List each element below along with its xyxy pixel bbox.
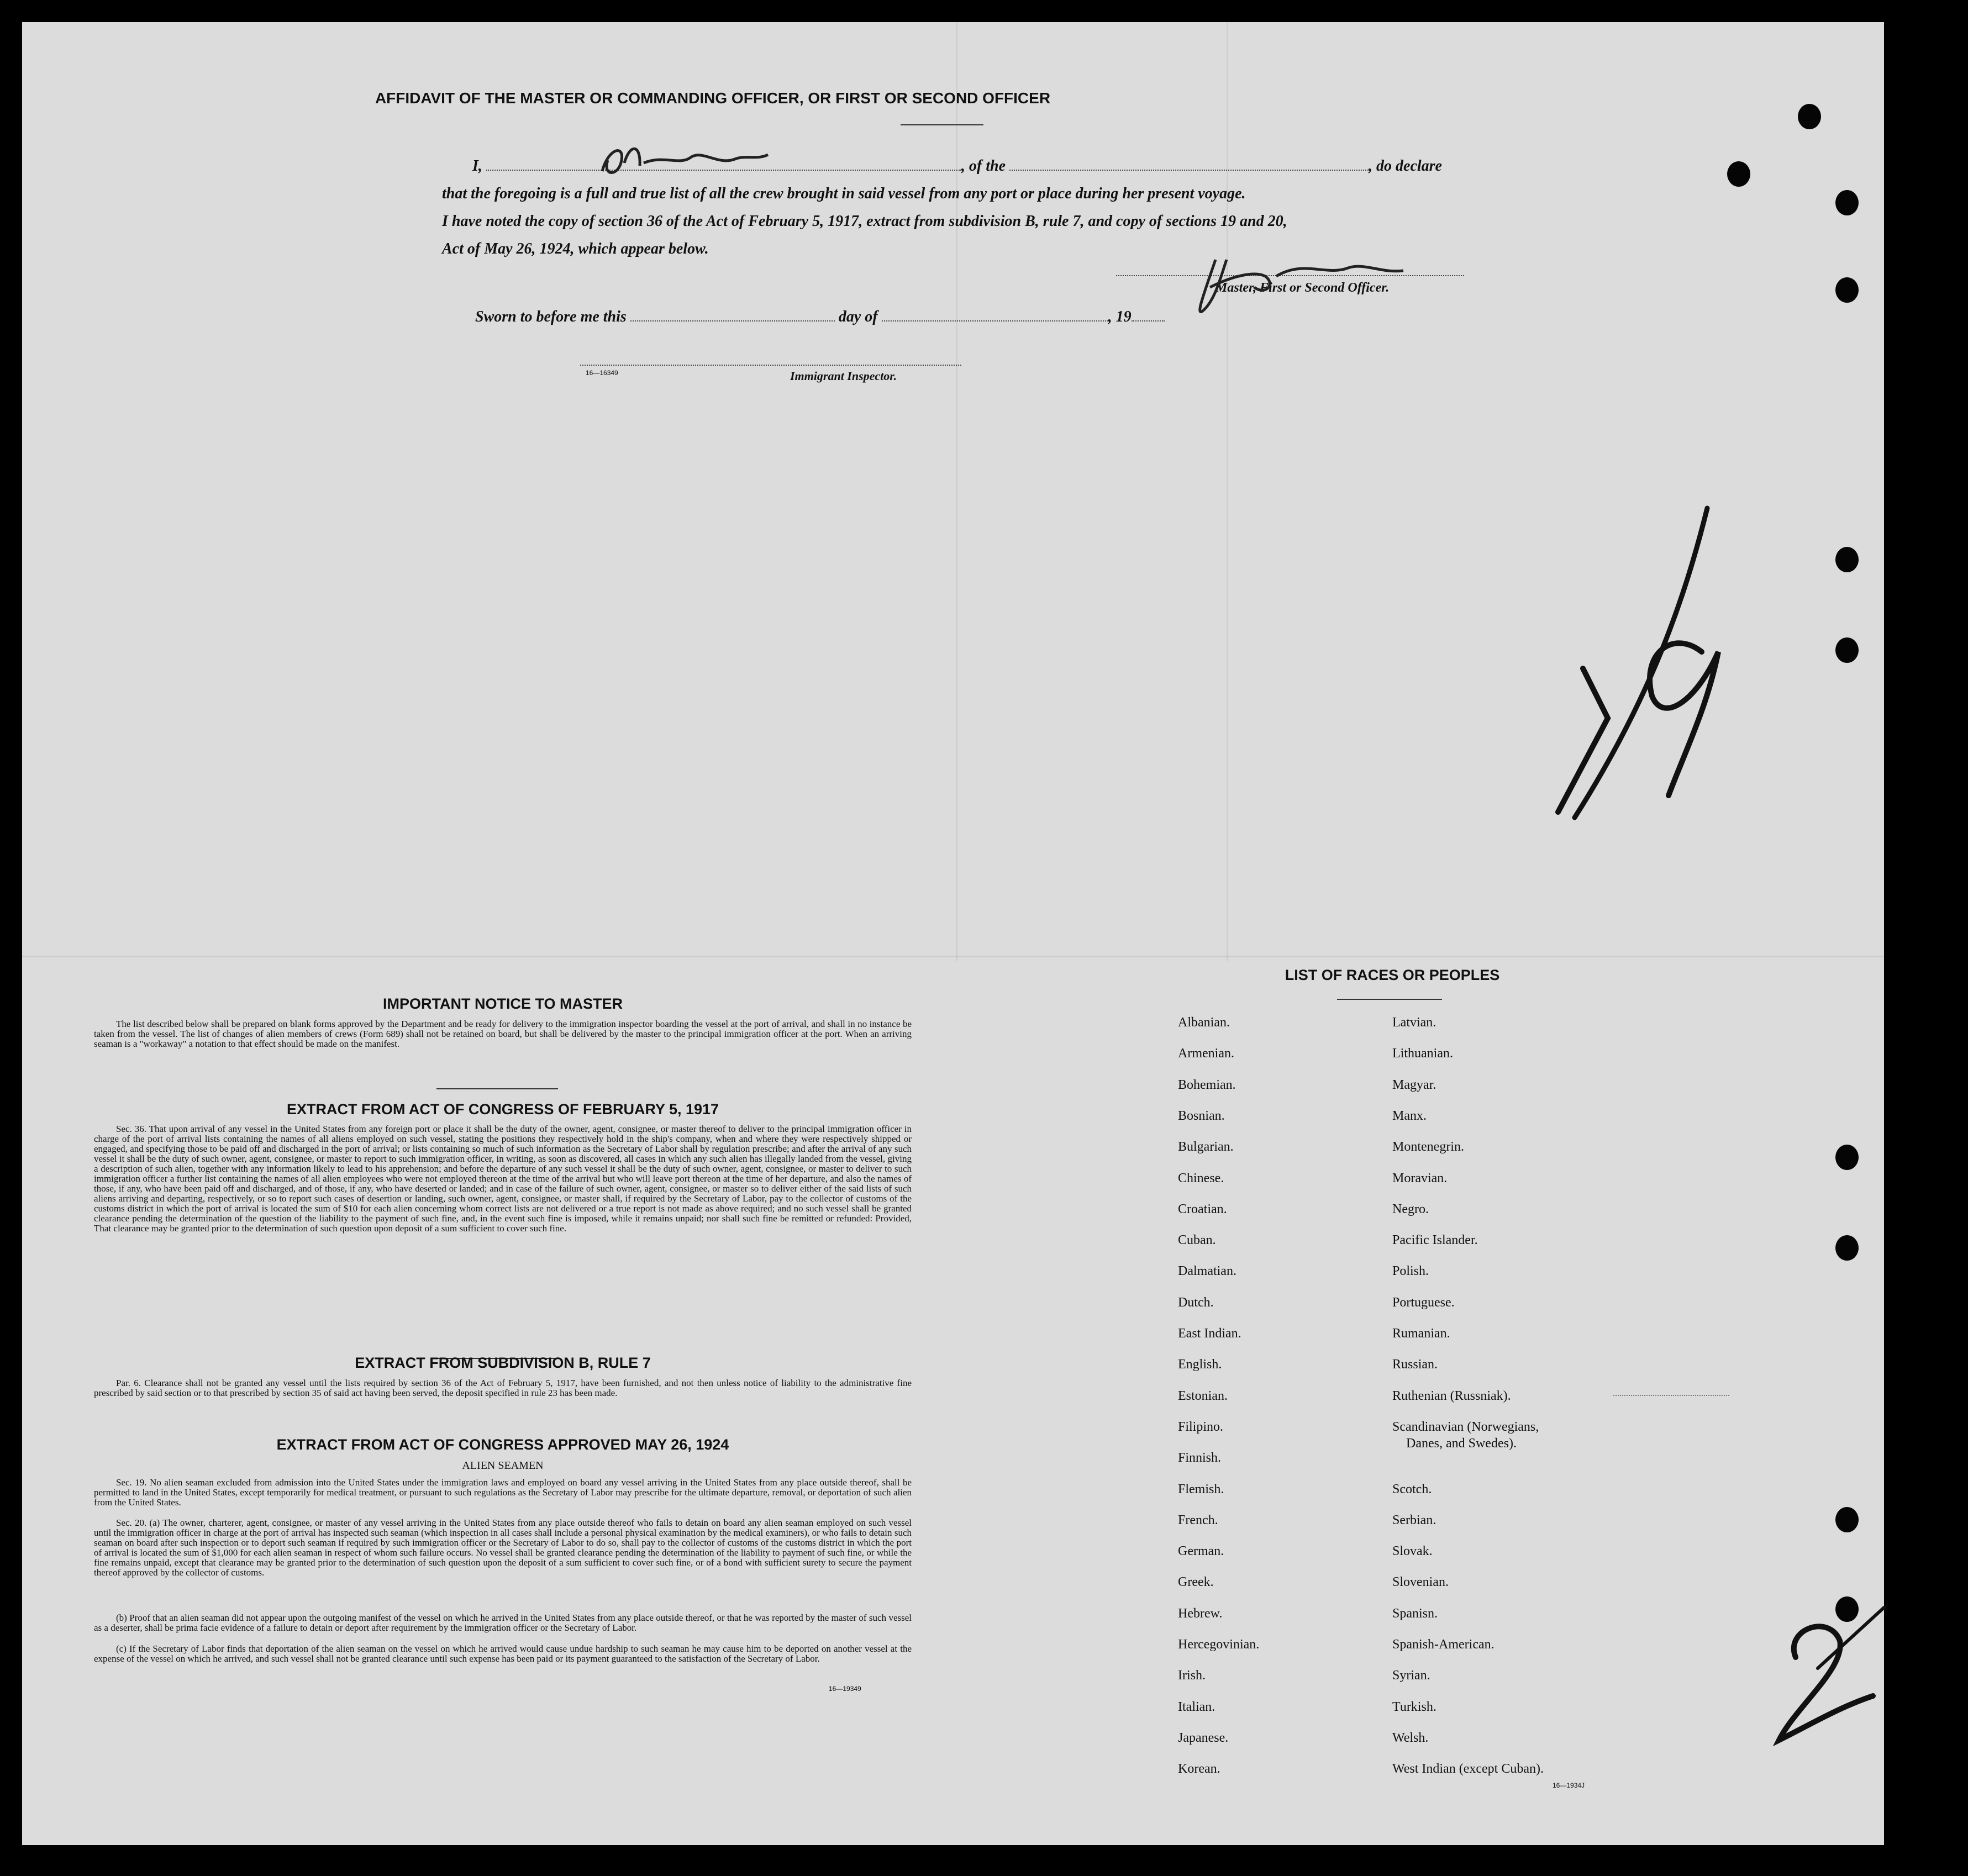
- race-item: Rumanian.: [1392, 1326, 1450, 1341]
- race-item: Moravian.: [1392, 1171, 1448, 1185]
- inspector-caption: Immigrant Inspector.: [790, 369, 897, 383]
- race-item: Slovenian.: [1392, 1575, 1449, 1590]
- race-item: Ruthenian (Russniak).: [1392, 1388, 1511, 1403]
- race-item: English.: [1178, 1357, 1222, 1372]
- handwritten-page-number: [1762, 1596, 1895, 1762]
- notice-title: IMPORTANT NOTICE TO MASTER: [383, 995, 623, 1012]
- punch-hole: [1727, 161, 1750, 187]
- race-item: Chinese.: [1178, 1171, 1224, 1185]
- handwritten-signature-top: [591, 138, 773, 182]
- race-item: Turkish.: [1392, 1699, 1436, 1714]
- form-number-small: 16—16349: [586, 369, 618, 377]
- race-item: Japanese.: [1178, 1730, 1229, 1745]
- signature-caption: Master, First or Second Officer.: [1215, 281, 1390, 295]
- race-item: Dalmatian.: [1178, 1264, 1236, 1279]
- inspector-line: [580, 365, 961, 366]
- race-item: Manx.: [1392, 1108, 1427, 1123]
- race-item: Portuguese.: [1392, 1295, 1455, 1310]
- race-item: Polish.: [1392, 1264, 1429, 1279]
- extract-1924-title: EXTRACT FROM ACT OF CONGRESS APPROVED MAY 26, 1924: [276, 1436, 729, 1453]
- race-item: Italian.: [1178, 1699, 1215, 1714]
- divider: [901, 124, 983, 125]
- of-the-label: , of the: [961, 157, 1006, 175]
- extract-1917-title: EXTRACT FROM ACT OF CONGRESS OF FEBRUARY 5, 1917: [286, 1101, 719, 1118]
- race-item: Spanish-American.: [1392, 1637, 1495, 1652]
- race-item: Danes, and Swedes).: [1406, 1436, 1517, 1451]
- race-item: Spanisn.: [1392, 1606, 1438, 1621]
- punch-hole: [1835, 1507, 1859, 1532]
- race-item: Scandinavian (Norwegians,: [1392, 1419, 1539, 1434]
- alien-seamen-subtitle: ALIEN SEAMEN: [462, 1459, 544, 1472]
- race-item: Filipino.: [1178, 1419, 1224, 1434]
- race-item: Syrian.: [1392, 1668, 1430, 1683]
- form-sheet: [22, 22, 1884, 1845]
- fold-line: [22, 956, 1884, 957]
- race-item: Armenian.: [1178, 1046, 1234, 1061]
- punch-hole: [1835, 277, 1859, 303]
- affidavit-line-2: that the foregoing is a full and true list of all the crew brought in said vessel from any port or place during her present voyage.: [442, 185, 1246, 202]
- divider: [1337, 999, 1442, 1000]
- day-of-label: day of: [838, 308, 878, 325]
- races-form-number: 16—1934J: [1553, 1782, 1585, 1789]
- race-item: Pacific Islander.: [1392, 1233, 1478, 1248]
- races-title: LIST OF RACES OR PEOPLES: [1285, 967, 1500, 983]
- handwritten-fraction-mark: [1541, 486, 1774, 840]
- notice-body: The list described below shall be prepared on blank forms approved by the Department and be ready for delivery to the immigration inspector boarding the vessel at the port of arrival, and shall in no instance be taken from the vessel. The list of changes of alien members of crews (Form 689) shall not be retained on board, but shall be delivered by the master to the principal immigration officer at the port. When an arriving seaman is a "workaway" a notation to that effect should be made on the manifest.: [94, 1019, 912, 1049]
- race-item: Greek.: [1178, 1575, 1214, 1590]
- race-item: Finnish.: [1178, 1451, 1222, 1466]
- extract-rule7-title: EXTRACT FROM SUBDIVISION B, RULE 7: [355, 1355, 651, 1371]
- punch-hole: [1835, 637, 1859, 663]
- punch-hole: [1835, 190, 1859, 215]
- handwritten-signature-bottom: [1182, 243, 1414, 337]
- day-blank: [630, 320, 835, 322]
- race-item: Bulgarian.: [1178, 1140, 1234, 1155]
- race-item: Negro.: [1392, 1202, 1429, 1216]
- race-item: German.: [1178, 1544, 1224, 1559]
- punch-hole: [1835, 1145, 1859, 1170]
- faint-line: [1613, 1395, 1729, 1396]
- section-20c: (c) If the Secretary of Labor finds that deportation of the alien seaman on the vessel on which he arrived would cause undue hardship to such seaman he may cause him to be deported on another vessel at the expense of the vessel on which he arrived, and such vessel shall not be granted clearance until such expense has been paid or its payment guaranteed to the satisfaction of the Secretary of Labor.: [94, 1643, 912, 1664]
- year-label: , 19: [1108, 308, 1132, 325]
- race-item: Korean.: [1178, 1762, 1220, 1777]
- race-item: Albanian.: [1178, 1015, 1230, 1030]
- race-item: Lithuanian.: [1392, 1046, 1453, 1061]
- race-item: Scotch.: [1392, 1482, 1432, 1496]
- sworn-label: Sworn to before me this: [475, 308, 627, 325]
- year-blank: [1132, 320, 1165, 322]
- race-item: Serbian.: [1392, 1513, 1436, 1527]
- vessel-blank: [1009, 170, 1369, 171]
- affidavit-line-4: Act of May 26, 1924, which appear below.: [442, 240, 709, 257]
- sworn-line: [475, 308, 1249, 326]
- race-item: East Indian.: [1178, 1326, 1241, 1341]
- section-19: Sec. 19. No alien seaman excluded from admission into the United States under the immigration laws and employed on board any vessel arriving in the United States from any place outside thereof, shall be permitted to land in the United States, except temporarily for medical treatment, or pursuant to such regulations as the Secretary of Labor may prescribe for the ultimate departure, removal, or deportation of such alien from the United States.: [94, 1477, 912, 1508]
- race-item: Welsh.: [1392, 1730, 1429, 1745]
- race-item: Montenegrin.: [1392, 1140, 1464, 1155]
- extract-1917-body: Sec. 36. That upon arrival of any vessel in the United States from any foreign port or place it shall be the duty of the owner, agent, consignee, or master thereof to deliver to the principal immigration officer in charge of the port of arrival lists containing the names of all aliens employed on such vessel, stating the positions they respectively hold in the ship's company, when and where they were respectively shipped or engaged, and specifying those to be paid off and discharged in the port of arrival; or lists containing so much of such information as the Secretary of Labor shall by regulation prescribe; and after the arrival of any such vessel it shall be the duty of such owner, agent, consignee, or master to report to such immigration officer, in writing, as soon as discovered, all cases in which any such alien has illegally landed from the vessel, giving a description of such alien, together with any information likely to lead to his apprehension; and before the departure of any such vessel it shall be the duty of such owner, agent, consignee, or master to deliver to such immigration officer a further list containing the names of all alien employees who were not employed thereon at the time of the arrival but who will leave port thereon at the time of her departure, and also the names of those, if any, who have been paid off and discharged, and of those, if any, who have deserted or landed; and in case of the failure of such owner, agent, consignee, or master so to deliver either of the said lists of such aliens arriving and departing, respectively, or so to report such cases of desertion or landing, such owner, agent, consignee, or master shall, if required by the Secretary of Labor, pay to the collector of customs of the customs district in which the port of arrival is located the sum of $10 for each alien concerning whom correct lists are not delivered or a true report is not made as above required; and no such vessel shall be granted clearance pending the determination of the question of the liability to the payment of such fine, and, in the event such fine is imposed, while it remains unpaid; nor shall such fine be remitted or refunded: Provided, That clearance may be granted prior to the determination of such question upon deposit of a sum sufficient to cover such fine.: [94, 1124, 912, 1234]
- extract-rule7-body: Par. 6. Clearance shall not be granted any vessel until the lists required by section 36 of the Act of February 5, 1917, have been furnished, and not then unless notice of liability to the administrative fine prescribed by said section or to that prescribed by section 35 of said act having been served, the deposit specified in rule 23 has been made.: [94, 1378, 912, 1398]
- race-item: Croatian.: [1178, 1202, 1227, 1216]
- do-declare-label: , do declare: [1369, 157, 1442, 175]
- race-item: Latvian.: [1392, 1015, 1436, 1030]
- race-item: French.: [1178, 1513, 1218, 1527]
- section-20a: Sec. 20. (a) The owner, charterer, agent, consignee, or master of any vessel arriving in the United States from any place outside thereof who fails to detain on board any alien seaman employed on such vessel until the immigration officer in charge at the port of arrival has inspected such seaman (which inspection in all cases shall include a personal physical examination by the medical examiners), or who fails to detain such seaman on board after such inspection or to deport such seaman if required by such immigration officer or the Secretary of Labor to do so, shall pay to the collector of customs of the customs district in which the port of arrival is located the sum of $1,000 for each alien seaman in respect of whom such failure occurs. No vessel shall be granted clearance pending the determination of the liability to payment of such fine, or while the fine remains unpaid, except that clearance may be granted prior to the determination of such question upon the deposit of a sum sufficient to cover such fine, or of a bond with sufficient surety to secure the payment thereof approved by the collector of customs.: [94, 1517, 912, 1578]
- race-item: Estonian.: [1178, 1388, 1228, 1403]
- race-item: Irish.: [1178, 1668, 1206, 1683]
- race-item: Dutch.: [1178, 1295, 1214, 1310]
- section-20b: (b) Proof that an alien seaman did not appear upon the outgoing manifest of the vessel on which he arrived in the United States from any place outside thereof, or that he was reported by the master of such vessel as a deserter, shall be prima facie evidence of a failure to detain or deport after requirement by the immigration officer or the Secretary of Labor.: [94, 1612, 912, 1633]
- race-item: Hebrew.: [1178, 1606, 1223, 1621]
- month-blank: [882, 320, 1108, 322]
- race-item: Hercegovinian.: [1178, 1637, 1260, 1652]
- punch-hole: [1835, 1596, 1859, 1622]
- race-item: West Indian (except Cuban).: [1392, 1762, 1544, 1777]
- race-item: Flemish.: [1178, 1482, 1224, 1496]
- form-number: 16—19349: [829, 1685, 861, 1693]
- punch-hole: [1798, 104, 1821, 129]
- affidavit-title: AFFIDAVIT OF THE MASTER OR COMMANDING OFFICER, OR FIRST OR SECOND OFFICER: [375, 89, 1051, 107]
- race-item: Russian.: [1392, 1357, 1438, 1372]
- punch-hole: [1835, 547, 1859, 572]
- i-label: I,: [472, 157, 482, 175]
- divider: [436, 1088, 558, 1089]
- race-item: Magyar.: [1392, 1077, 1436, 1092]
- race-item: Cuban.: [1178, 1233, 1216, 1248]
- punch-hole: [1835, 1235, 1859, 1261]
- affidavit-line-3: I have noted the copy of section 36 of the Act of February 5, 1917, extract from subdivision B, rule 7, and copy of sections 19 and 20,: [442, 213, 1287, 230]
- race-item: Bohemian.: [1178, 1077, 1236, 1092]
- race-item: Slovak.: [1392, 1544, 1433, 1559]
- race-item: Bosnian.: [1178, 1108, 1225, 1123]
